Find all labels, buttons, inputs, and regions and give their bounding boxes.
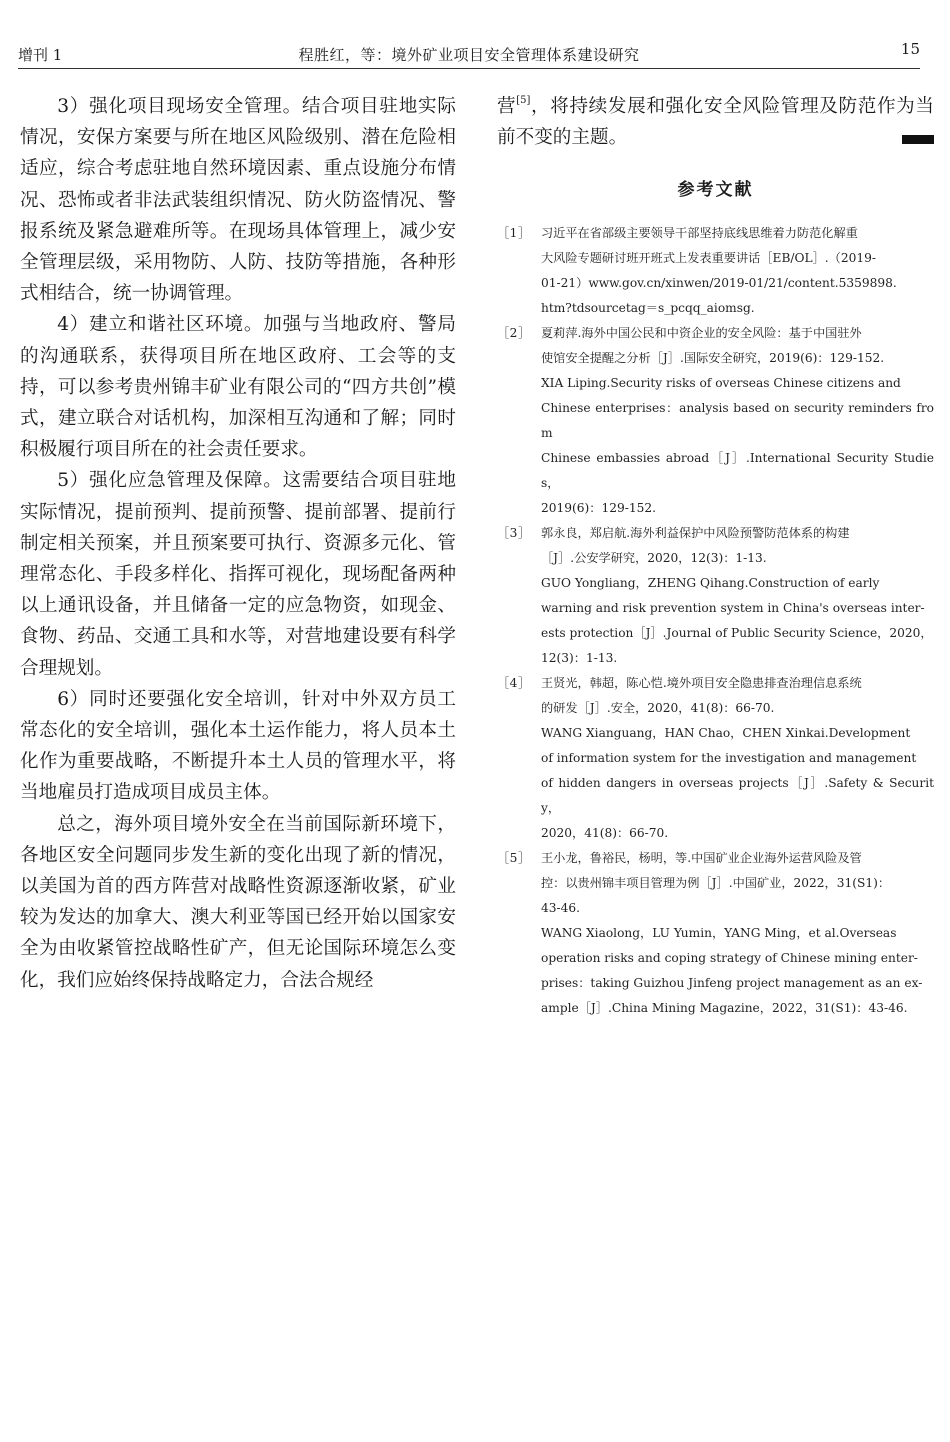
reference-text-line: 郭永良，郑启航.海外利益保护中风险预警防范体系的构建: [541, 526, 850, 541]
reference-text-line: Chinese embassies abroad［J］.International Security Studies，: [541, 451, 934, 491]
right-column: [497, 91, 934, 1021]
reference-number: ［3］: [497, 526, 531, 541]
reference-text-line: htm?tdsourcetag＝s_pcqq_aiomsg.: [541, 301, 755, 316]
reference-text-line: ests protection［J］.Journal of Public Security Science，2020，: [541, 626, 933, 641]
reference-text-line: of information system for the investigation and management: [541, 751, 917, 766]
reference-item: [497, 321, 934, 521]
reference-text-line: ［J］.公安学研究，2020，12(3)：1-13.: [541, 551, 767, 566]
reference-text-line: WANG Xiaolong，LU Yumin，YANG Ming，et al.Overseas: [541, 926, 897, 941]
reference-item: [497, 846, 934, 1021]
reference-text-line: 大风险专题研讨班开班式上发表重要讲话［EB/OL］.（2019-: [541, 251, 876, 266]
reference-text-line: WANG Xianguang，HAN Chao，CHEN Xinkai.Development: [541, 726, 911, 741]
references-heading: 参考文献: [677, 180, 754, 201]
continuation-start: 营: [497, 96, 517, 117]
reference-text-line: 使馆安全提醒之分析［J］.国际安全研究，2019(6)：129-152.: [541, 351, 885, 366]
end-of-article-mark: [902, 135, 934, 144]
body-paragraph: 3）强化项目现场安全管理。结合项目驻地实际情况，安保方案要与所在地区风险级别、潜在危险相适应，综合考虑驻地自然环境因素、重点设施分布情况、恐怖或者非法武装组织情况、防火防盗情况、警报系统及紧急避难所等。在现场具体管理上，减少安全管理层级，采用物防、人防、技防等措施，各种形式相结合，统一协调管理。: [20, 96, 456, 305]
body-paragraph: 4）建立和谐社区环境。加强与当地政府、警局的沟通联系，获得项目所在地区政府、工会等的支持，可以参考贵州锦丰矿业有限公司的“四方共创”模式，建立联合对话机构，加深相互沟通和了解；同时积极履行项目所在的社会责任要求。: [20, 314, 456, 461]
journal-issue: 增刊 1: [18, 46, 63, 64]
reference-text-line: Chinese enterprises：analysis based on security reminders from: [541, 401, 934, 441]
reference-text-line: GUO Yongliang，ZHENG Qihang.Construction of early: [541, 576, 880, 591]
reference-text-line: of hidden dangers in overseas projects［J］.Safety & Security，: [541, 776, 934, 816]
reference-text-line: 王贤光，韩超，陈心恺.境外项目安全隐患排查治理信息系统: [541, 676, 862, 691]
reference-text-line: warning and risk prevention system in China's overseas inter-: [541, 601, 925, 616]
reference-text-line: 01-21）www.gov.cn/xinwen/2019-01/21/content.5359898.: [541, 276, 897, 291]
running-header: [18, 38, 920, 68]
reference-item: [497, 671, 934, 846]
citation-marker: [5]: [516, 95, 531, 106]
reference-text-line: 2020，41(8)：66-70.: [541, 826, 669, 841]
reference-text-line: 2019(6)：129-152.: [541, 501, 656, 516]
reference-number: ［4］: [497, 676, 531, 691]
reference-text-line: 43-46.: [541, 901, 581, 916]
reference-item: [497, 221, 934, 321]
reference-text-line: XIA Liping.Security risks of overseas Chinese citizens and: [541, 376, 901, 391]
body-paragraph: 6）同时还要强化安全培训，针对中外双方员工常态化的安全培训，强化本土运作能力，将人员本土化作为重要战略，不断提升本土人员的管理水平，将当地雇员打造成项目成员主体。: [20, 688, 456, 804]
continuation-end: ，将持续发展和强化安全风险管理及防范作为当前不变的主题。: [497, 96, 934, 149]
header-rule: [18, 68, 920, 69]
reference-list: [497, 221, 934, 1021]
reference-text-line: 王小龙，鲁裕民，杨明，等.中国矿业企业海外运营风险及管: [541, 851, 862, 866]
reference-text-line: operation risks and coping strategy of Chinese mining enter-: [541, 951, 918, 966]
running-title: 程胜红，等：境外矿业项目安全管理体系建设研究: [298, 46, 640, 64]
reference-text-line: ample［J］.China Mining Magazine，2022，31(S1)：43-46.: [541, 1001, 908, 1016]
reference-item: [497, 521, 934, 671]
reference-number: ［1］: [497, 226, 531, 241]
reference-text-line: 的研发［J］.安全，2020，41(8)：66-70.: [541, 701, 775, 716]
reference-text-line: 夏莉萍.海外中国公民和中资企业的安全风险：基于中国驻外: [541, 326, 862, 341]
reference-text-line: 12(3)：1-13.: [541, 651, 618, 666]
continuation-paragraph: [497, 91, 934, 153]
reference-text-line: 习近平在省部级主要领导干部坚持底线思维着力防范化解重: [541, 226, 858, 241]
reference-number: ［2］: [497, 326, 531, 341]
body-paragraph: 总之，海外项目境外安全在当前国际新环境下，各地区安全问题同步发生新的变化出现了新的情况，以美国为首的西方阵营对战略性资源逐渐收紧，矿业较为发达的加拿大、澳大利亚等国已经开始以国家安全为由收紧管控战略性矿产，但无论国际环境怎么变化，我们应始终保持战略定力，合法合规经: [20, 813, 456, 991]
reference-text-line: 控：以贵州锦丰项目管理为例［J］.中国矿业，2022，31(S1)：: [541, 876, 891, 891]
reference-number: ［5］: [497, 851, 531, 866]
page-number: 15: [900, 40, 920, 58]
left-column: [20, 91, 456, 996]
reference-text-line: prises：taking Guizhou Jinfeng project management as an ex-: [541, 976, 923, 991]
body-paragraph: 5）强化应急管理及保障。这需要结合项目驻地实际情况，提前预判、提前预警、提前部署、提前行制定相关预案，并且预案要可执行、资源多元化、管理常态化、手段多样化、指挥可视化，现场配备两种以上通讯设备，并且储备一定的应急物资，如现金、食物、药品、交通工具和水等，对营地建设要有科学合理规划。: [20, 470, 456, 679]
